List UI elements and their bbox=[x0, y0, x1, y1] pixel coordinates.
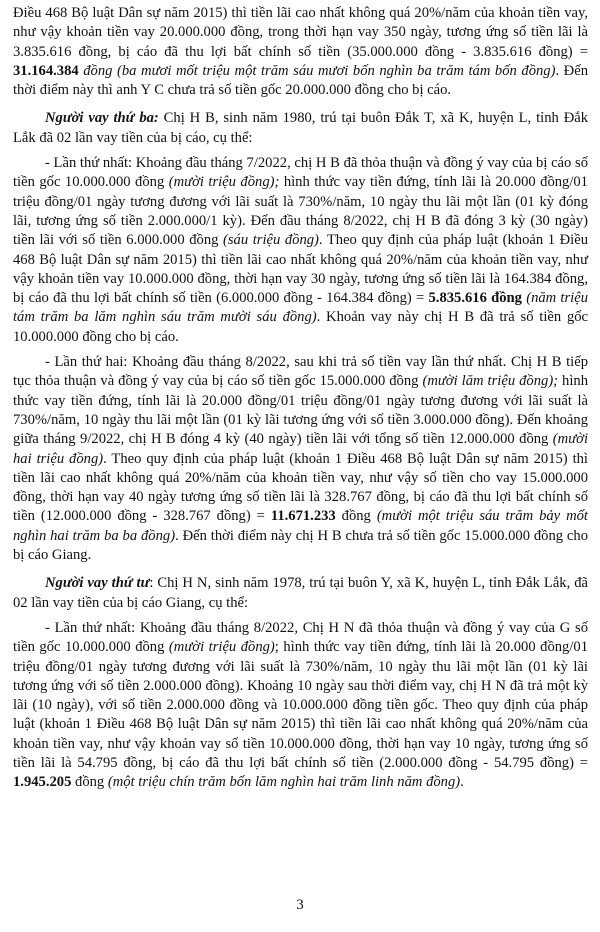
text-run: . Đến thời điểm này chị H B chưa trả số tiền gốc 15.000.000 đồng cho bị cáo Giang. bbox=[13, 527, 588, 564]
text-run: . Theo quy định của pháp luật (khoản 1 Điều 468 Bộ luật Dân sự năm 2015) thì tiền lãi cao nhất không quá 20%/năm của khoản tiền vay, như vậy số tiền cho vay 15.000.000 đồng, thời hạn vay 40 ngày tương ứng số tiền lãi là 328.767 đồng, bị cáo đã thu lợi bất chính số tiền (12.000.000 đồng - 328.767 đồng) = bbox=[13, 450, 588, 525]
text-run: hình thức vay tiền đứng, tính lãi là 20.000 đồng/01 triệu đồng/01 ngày tương đương với lãi suất là 730%/năm, 10 ngày thu lãi một lần (01 kỳ đóng lãi, tương ứng số tiền 2.000.000/1 kỳ). Đến đầu tháng 8/2022, chị H B đã đóng 3 kỳ (30 ngày) tiền lãi với số tiền 6.000.000 đồng bbox=[13, 174, 588, 249]
italic-amount-words: (sáu triệu đồng) bbox=[223, 232, 319, 249]
paragraph-borrower-four-first-loan bbox=[13, 619, 588, 793]
text-run: . Theo quy định của pháp luật (khoản 1 Điều 468 Bộ luật Dân sự năm 2015) thì tiền lãi cao nhất không quá 20%/năm của khoản tiền vay, như vậy khoản tiền vay 10.000.000 đồng, thời hạn vay 30 ngày, tương ứng số tiền lãi là 164.384 đồng, bị cáo đã thu lợi bất chính số tiền (6.000.000 đồng - 164.384 đồng) = bbox=[13, 232, 588, 307]
italic-amount-words: (mười lăm triệu đồng); bbox=[422, 373, 559, 390]
text-run: ; hình thức vay tiền đứng, tính lãi là 20.000 đồng/01 triệu đồng/01 ngày tương đương với lãi suất là 730%/năm, 10 ngày thu lãi một lần (01 kỳ lãi tương ứng với số tiền 2.000.000 đồng). Khoảng 10 ngày sau thời điểm vay, chị H N đã trả một kỳ lãi (10 ngày), với số tiền 2.000.000 đồng và 10.000.000 đồng tiền gốc. Theo quy định của pháp luật (khoản 1 Điều 468 Bộ luật Dân sự năm 2015) thì tiền lãi cao nhất không quá 20%/năm của khoản tiền vay, như vậy khoản vay số tiền 10.000.000 đồng, thời hạn vay 10 ngày, tương ứng số tiền lãi là 54.795 đồng, bị cáo đã thu lợi bất chính số tiền (2.000.000 đồng - 54.795 đồng) = bbox=[13, 639, 588, 771]
page-number: 3 bbox=[296, 897, 304, 913]
bold-amount: 5.835.616 đồng bbox=[428, 290, 522, 307]
text-run: - Lần thứ hai: Khoảng đầu tháng 8/2022, sau khi trả số tiền vay lần thứ nhất. Chị H B tiếp tục thỏa thuận và đồng ý vay của bị cáo số tiền gốc 15.000.000 đồng bbox=[13, 354, 588, 390]
borrower-heading bbox=[45, 110, 159, 126]
bold-amount: 11.671.233 bbox=[270, 508, 336, 525]
paragraph-borrower-three-second-loan bbox=[13, 353, 588, 565]
italic-amount-words: (mười hai triệu đồng) bbox=[13, 431, 588, 467]
text-run: đồng bbox=[335, 508, 377, 525]
italic-amount-words: (mười triệu đồng) bbox=[168, 639, 275, 656]
paragraph-borrower-three-first-loan bbox=[13, 154, 588, 347]
borrower-heading bbox=[45, 575, 149, 591]
italic-amount-words: (năm triệu tám trăm ba lăm nghìn sáu trăm mười sáu đồng) bbox=[13, 290, 588, 326]
text-run: hình thức vay tiền đứng, tính lãi là 20.000 đồng/01 triệu đồng/01 ngày tương đương với lãi suất là 730%/năm, 10 ngày thu lãi một lần (01 kỳ lãi tương ứng với số tiền 3.000.000 đồng). Đến khoảng giữa tháng 9/2022, chị H B đóng 4 kỳ (40 ngày) tiền lãi với tổng số tiền 12.000.000 đồng bbox=[13, 373, 588, 448]
text-run: đồng bbox=[71, 774, 108, 791]
paragraph-borrower-four bbox=[13, 574, 588, 613]
paragraph-continuation bbox=[13, 4, 588, 100]
text-run: : Chị H N, sinh năm 1978, trú tại buôn Y, xã K, huyện L, tỉnh Đắk Lắk, đã 02 lần vay tiền của bị cáo Giang, cụ thể: bbox=[13, 575, 588, 611]
borrower-heading-label: Người vay thứ tư bbox=[45, 575, 150, 592]
italic-amount-words: (mười triệu đồng); bbox=[168, 174, 280, 191]
text-run: - Lần thứ nhất: Khoảng đầu tháng 8/2022, Chị H N đã thỏa thuận và đồng ý vay của G số tiền gốc 10.000.000 đồng bbox=[13, 619, 588, 656]
italic-amount-words: (một triệu chín trăm bốn lăm nghìn hai trăm linh năm đồng) bbox=[107, 774, 461, 791]
text-run: . bbox=[460, 774, 464, 791]
text-run: Chị H B, sinh năm 1980, trú tại buôn Đắk T, xã K, huyện L, tỉnh Đắk Lắk đã 02 lần vay tiền của bị cáo, cụ thể: bbox=[13, 110, 589, 146]
text-run: . Khoản vay này chị H B đã trả số tiền gốc 10.000.000 đồng cho bị cáo. bbox=[13, 309, 589, 345]
text-run: - Lần thứ nhất: Khoảng đầu tháng 7/2022, chị H B đã thỏa thuận và đồng ý vay của bị cáo số tiền gốc 10.000.000 đồng bbox=[13, 155, 588, 191]
bold-amount: 31.164.384 bbox=[13, 62, 79, 79]
borrower-heading-label: Người vay thứ ba: bbox=[45, 110, 159, 127]
italic-amount-words: đồng (ba mươi mốt triệu một trăm sáu mươi bốn nghìn ba trăm tám bốn đồng) bbox=[83, 62, 556, 79]
bold-amount: 1.945.205 bbox=[13, 774, 72, 791]
italic-amount-words: (mười một triệu sáu trăm bảy mốt nghìn hai trăm ba ba đồng) bbox=[13, 508, 588, 544]
text-run: Điều 468 Bộ luật Dân sự năm 2015) thì tiền lãi cao nhất không quá 20%/năm của khoản tiền vay, như vậy khoản tiền vay 20.000.000 đồng, trong thời hạn vay 350 ngày, tương ứng số tiền lãi là 3.835.616 đồng, bị cáo đã thu lợi bất chính số tiền (35.000.000 đồng - 3.835.616 đồng) = bbox=[13, 5, 588, 60]
paragraph-borrower-three bbox=[13, 109, 588, 148]
text-run: . Đến thời điểm này thì anh Y C chưa trả số tiền gốc 20.000.000 đồng cho bị cáo. bbox=[13, 62, 588, 99]
